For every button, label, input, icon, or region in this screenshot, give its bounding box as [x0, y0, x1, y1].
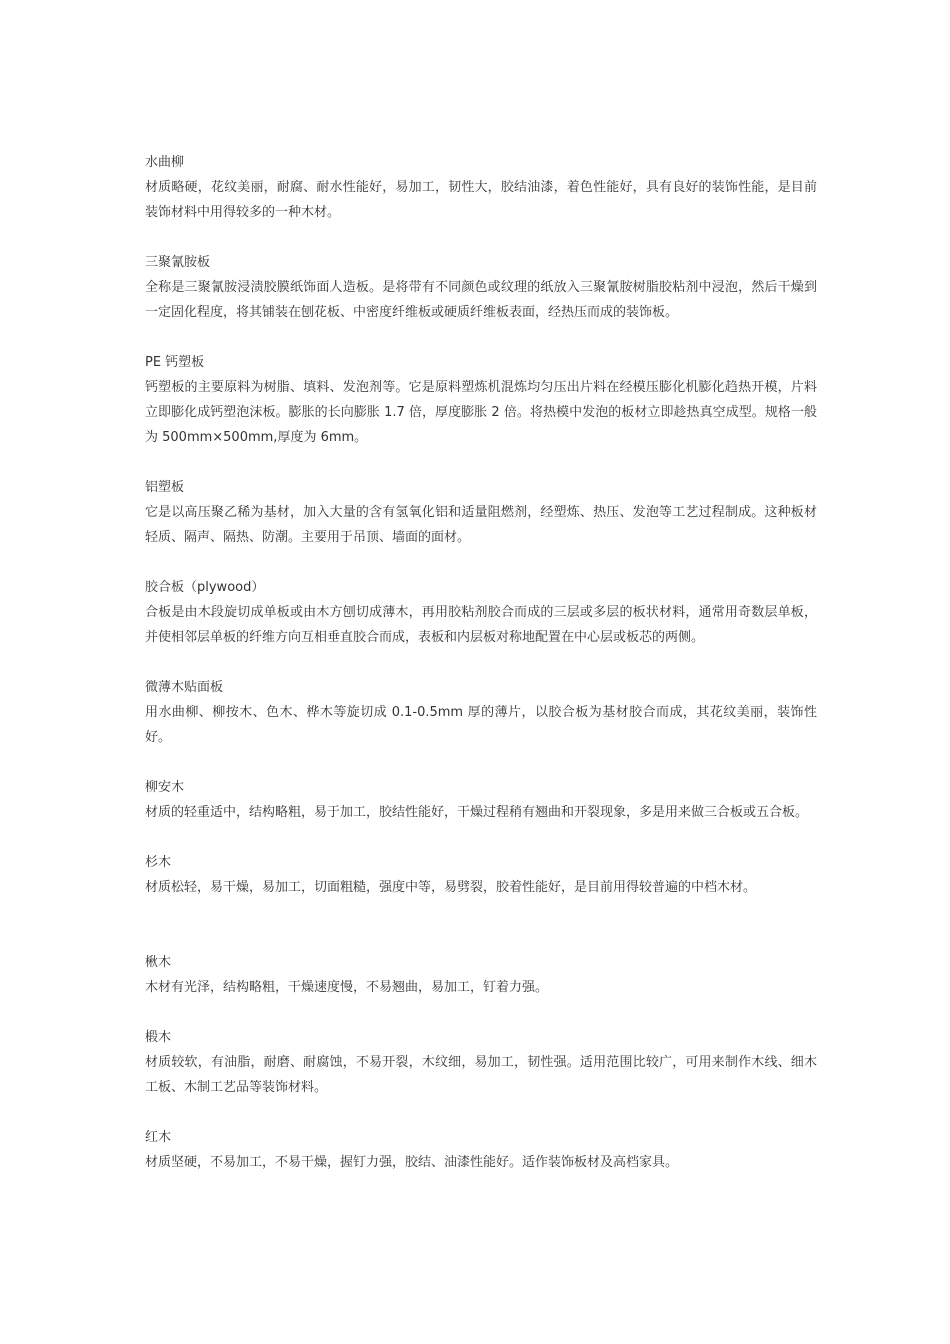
entry-title: 楸木 — [145, 955, 172, 970]
entry-title: 水曲柳 — [145, 155, 185, 170]
entry-linden-wood — [145, 1025, 817, 1100]
entry-body: 它是以高压聚乙稀为基材，加入大量的含有氢氧化铝和适量阻燃剂，经塑炼、热压、发泡等工艺过程制成。这种板材轻质、隔声、隔热、防潮。主要用于吊顶、墙面的面材。 — [145, 505, 817, 545]
spacer — [145, 650, 817, 675]
entry-body: 全称是三聚氰胺浸渍胶膜纸饰面人造板。是将带有不同颜色或纹理的纸放入三聚氰胺树脂胶粘剂中浸泡，然后干燥到一定固化程度，将其铺装在刨花板、中密度纤维板或硬质纤维板表面，经热压而成的装饰板。 — [145, 280, 817, 320]
entry-body: 用水曲柳、柳按木、色木、桦木等旋切成 0.1-0.5mm 厚的薄片，以胶合板为基材胶合而成，其花纹美丽，装饰性好。 — [145, 705, 817, 745]
entry-title: 杉木 — [145, 855, 172, 870]
entry-shuiquliu — [145, 150, 817, 225]
entry-body: 钙塑板的主要原料为树脂、填料、发泡剂等。它是原料塑炼机混炼均匀压出片料在经模压膨化机膨化趋热开模，片料立即膨化成钙塑泡沫板。膨胀的长向膨胀 1.7 倍，厚度膨胀 2 倍。将热模中发泡的板材立即趁热真空成型。规格一般为 500mm×500mm,厚度为 6mm。 — [145, 380, 817, 445]
entry-body: 材质较软，有油脂，耐磨、耐腐蚀，不易开裂，木纹细，易加工，韧性强。适用范围比较广，可用来制作木线、细木工板、木制工艺品等装饰材料。 — [145, 1055, 817, 1095]
entry-body: 材质略硬，花纹美丽，耐腐、耐水性能好，易加工，韧性大，胶结油漆，着色性能好，具有良好的装饰性能，是目前装饰材料中用得较多的一种木材。 — [145, 180, 817, 220]
spacer — [145, 900, 817, 950]
spacer — [145, 225, 817, 250]
entry-title: 胶合板（plywood） — [145, 580, 265, 595]
entry-melamine-board — [145, 250, 817, 325]
entry-body: 材质坚硬，不易加工，不易干燥，握钉力强，胶结、油漆性能好。适作装饰板材及高档家具。 — [145, 1155, 679, 1170]
spacer — [145, 325, 817, 350]
entry-lauan-wood — [145, 775, 817, 825]
entry-body: 木材有光泽，结构略粗，干燥速度慢，不易翘曲，易加工，钉着力强。 — [145, 980, 549, 995]
spacer — [145, 450, 817, 475]
entry-body: 材质的轻重适中，结构略粗，易于加工，胶结性能好，干燥过程稍有翘曲和开裂现象，多是用来做三合板或五合板。 — [145, 805, 809, 820]
entry-rosewood — [145, 1125, 817, 1175]
entry-title: 柳安木 — [145, 780, 185, 795]
spacer — [145, 550, 817, 575]
spacer — [145, 825, 817, 850]
entry-title: 椴木 — [145, 1030, 172, 1045]
entry-body: 材质松轻，易干燥，易加工，切面粗糙，强度中等，易劈裂，胶着性能好，是目前用得较普遍的中档木材。 — [145, 880, 757, 895]
entry-catalpa-wood — [145, 950, 817, 1000]
entry-title: PE 钙塑板 — [145, 355, 205, 370]
spacer — [145, 1000, 817, 1025]
document-page — [145, 150, 817, 1175]
entry-title: 三聚氰胺板 — [145, 255, 211, 270]
entry-title: 微薄木贴面板 — [145, 680, 224, 695]
spacer — [145, 750, 817, 775]
entry-veneer-panel — [145, 675, 817, 750]
entry-title: 红木 — [145, 1130, 172, 1145]
entry-fir-wood — [145, 850, 817, 900]
entry-plywood — [145, 575, 817, 650]
entry-aluminum-plastic-board — [145, 475, 817, 550]
entry-pe-calcium-plastic-board — [145, 350, 817, 450]
spacer — [145, 1100, 817, 1125]
entry-body: 合板是由木段旋切成单板或由木方刨切成薄木，再用胶粘剂胶合而成的三层或多层的板状材料，通常用奇数层单板，并使相邻层单板的纤维方向互相垂直胶合而成，表板和内层板对称地配置在中心层或板芯的两侧。 — [145, 605, 817, 645]
entry-title: 铝塑板 — [145, 480, 185, 495]
